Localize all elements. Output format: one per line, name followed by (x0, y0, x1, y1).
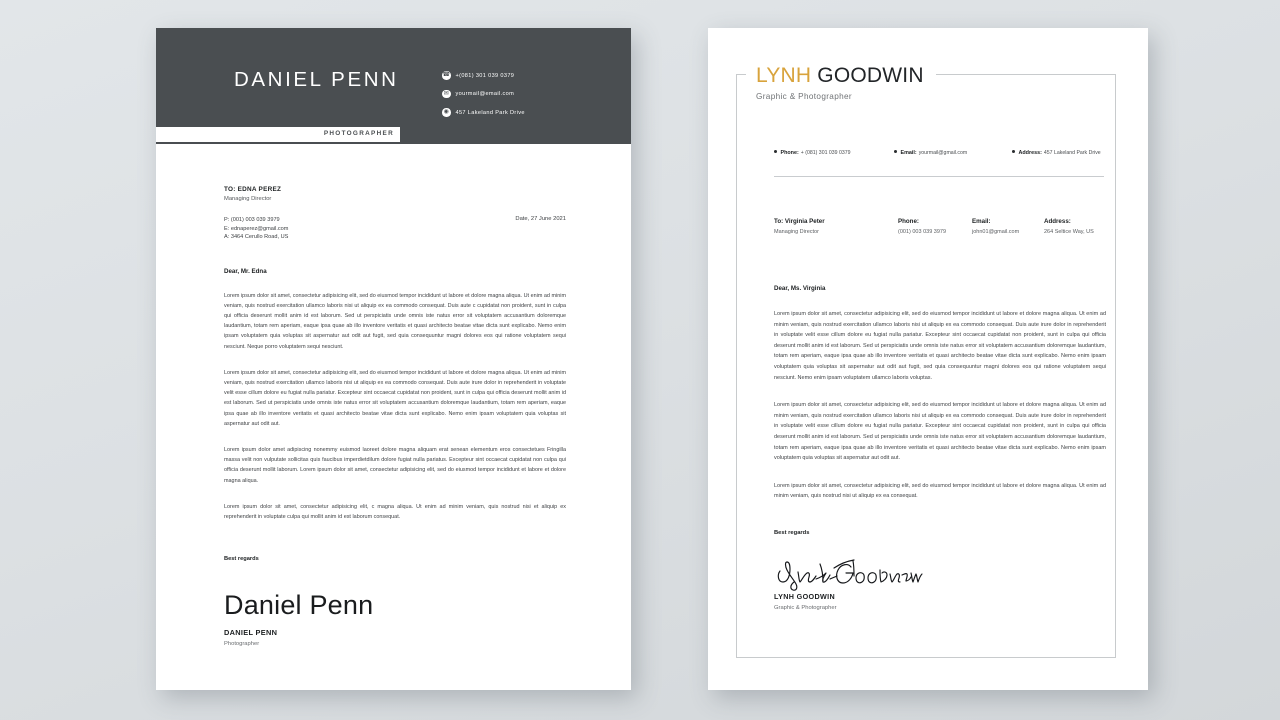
bullet-icon (1012, 150, 1015, 153)
right-signature-script (774, 558, 924, 592)
contact-address-label: Address: (1018, 150, 1042, 156)
right-header-name-first: LYNH (756, 64, 818, 87)
left-role-label: PHOTOGRAPHER (323, 130, 394, 137)
phone-icon: ☎ (442, 72, 450, 79)
recipient-col-email (972, 218, 1044, 235)
email-icon: ✉ (443, 90, 449, 97)
left-role-bar (156, 127, 400, 142)
contact-email-text: yourmail@email.com (455, 91, 515, 97)
bullet-icon (774, 150, 777, 153)
right-signature-role: Graphic & Photographer (774, 604, 837, 611)
contact-email-label: Email: (900, 150, 917, 156)
left-letter-body (224, 186, 566, 647)
left-recipient-role: Managing Director (224, 196, 272, 202)
contact-row-address (442, 108, 525, 117)
contact-phone-text: +(081) 301 039 0379 (455, 72, 515, 79)
contact-item-phone (774, 150, 894, 156)
left-header-contacts (442, 71, 525, 127)
right-header-divider (774, 176, 1104, 177)
left-closing: Best regards (224, 556, 259, 563)
right-paragraph: Lorem ipsum dolor sit amet, consectetur adipisicing elit, sed do eiusmod tempor incididunt ut labore et dolore magna aliqua. Ut enim ad minim veniam, quis nostrud exercitation ullamco laboris nisi ut aliquip ex ea commodo consequat. Duis aute irure dolor in reprehenderit in voluptate velit esse cillum dolore eu fugiat nulla pariatur. Excepteur sint occaecat cupidatat non proident, sunt in culpa qui officia deserunt mollit anim id est laborum. Sed ut perspiciatis unde omnis iste natus error sit voluptatem accusantium doloremque laudantium, totam rem aperiam, eaque ipsa quae ab illo inventore veritatis et quasi architecto beatae vitae dicta sunt explicabo. Nemo enim ipsam voluptatem quia voluptas sit aspernatur aut odit aut. (774, 402, 1106, 462)
recipient-phone-label: Phone: (898, 218, 919, 225)
right-closing: Best regards (774, 529, 810, 536)
contact-address-value: 457 Lakeland Park Drive (1043, 150, 1101, 156)
contact-row-email (442, 90, 525, 99)
left-paragraph: Lorem ipsum dolor sit amet, consectetur adipisicing elit, sed do eiusmod tempor incididunt ut labore et dolore magna aliqua. Ut enim ad minim veniam, quis nostrud exercitation ullamco laboris nisi ut aliquip ex ea commodo consequat. Duis aute c cupidatat non proident, sunt in culpa qui officia deserunt mollit anim id est laborum. Sed ut perspiciatis unde omnis iste natus error sit voluptatem accusantium doloremque laudantium, totam rem aperiam, eaque ipsa quae ab illo inventore veritatis et quasi architecto beatae vitae dicta sunt explicabo. Nemo enim ipsam voluptatem quia voluptas sit aspernatur aut odit aut fugit, sed quia consequuntur magni dolores eos qui ratione voluptatem sequi nesciunt. Neque porro voluptatem sequi nesciunt. (224, 292, 566, 350)
right-recipient-info (774, 218, 1106, 235)
recipient-to-name: To: Virginia Peter (774, 218, 825, 225)
recipient-address-label: Address: (1044, 218, 1071, 225)
contact-item-email (894, 150, 1012, 156)
left-salutation: Dear, Mr. Edna (224, 267, 267, 275)
contact-item-address (1012, 150, 1101, 156)
left-recipient-phone: P: (001) 003 039 3979 (224, 217, 280, 223)
left-recipient-contacts (224, 216, 566, 242)
recipient-col-address (1044, 218, 1094, 235)
left-paragraph: Lorem ipsum dolor sit amet, consectetur adipisicing elit, c magna aliqua. Ut enim ad minim veniam, quis nostrud nisi et aliquip ex reprehenderit in voluptate culpa qui mollit anim id est laborum consequat. (224, 503, 566, 520)
right-header (746, 64, 936, 101)
recipient-col-phone (898, 218, 972, 235)
right-letter-body (774, 218, 1106, 611)
contact-phone-label: Phone: (780, 150, 799, 156)
right-paragraph: Lorem ipsum dolor sit amet, consectetur adipisicing elit, sed do eiusmod tempor incididunt ut labore et dolore magna aliqua. Ut enim ad minim veniam, quis nostrud nisi ut aliquip ex ea consequat. (774, 482, 1106, 500)
left-paragraph: Lorem ipsum dolor amet adipiscing nonemmy euismod laoreet dolore magna aliquam erat senean elementum eros consectetues Fringilla massa velit non vulputate sollicitas quis faucibus imperdietdilum dolore fugiat nulla pariatus. Excepteur sint occaecat cupidatat non culpa qui officia deserunt mollit laborum. Lorem ipsum dolor sit amet, consectetur adipisicing elit, sed do eiusmod tempor incididunt et labore et dolore magna aliqua. (224, 446, 566, 484)
recipient-col-to (774, 218, 898, 235)
left-recipient-name: TO: EDNA PEREZ (224, 186, 282, 193)
right-letter-page (708, 28, 1148, 690)
contact-phone-value: + (081) 301 039 0379 (800, 150, 851, 156)
contact-row-phone (442, 71, 525, 80)
recipient-phone-value: (001) 003 039 3979 (898, 229, 947, 235)
right-header-name-last: GOODWIN (817, 64, 924, 87)
left-signature-name: DANIEL PENN (224, 628, 278, 638)
contact-email-value: yourmail@gmail.com (918, 150, 968, 156)
right-signature-name: LYNH GOODWIN (774, 591, 836, 601)
right-header-name (756, 64, 924, 88)
left-letter-page (156, 28, 631, 690)
contact-address-text: 457 Lakeland Park Drive (455, 109, 525, 116)
recipient-email-label: Email: (972, 218, 991, 225)
right-header-role: Graphic & Photographer (756, 92, 852, 101)
left-header-banner (156, 28, 631, 144)
right-salutation: Dear, Ms. Virginia (774, 285, 826, 292)
right-header-contacts (774, 150, 1104, 156)
recipient-to-role: Managing Director (774, 229, 819, 235)
left-signature-role: Photographer (224, 641, 260, 648)
left-signature-script: Daniel Penn (224, 590, 374, 621)
right-paragraph: Lorem ipsum dolor sit amet, consectetur adipisicing elit, sed do eiusmod tempor incididunt ut labore et dolore magna aliqua. Ut enim ad minim veniam, quis nostrud exercitation ullamco laboris nisi ut aliquip ex ea commodo consequat. Duis aute irure dolor in reprehenderit in voluptate velit esse cillum dolore eu fugiat nulla pariatur. Excepteur sint occaecat cupidatat non proident, sunt in culpa qui officia deserunt mollit anim id est laborum. Sed ut perspiciatis unde omnis iste natus error sit voluptatem accusantium doloremque laudantium, totam rem aperiam, eaque ipsa quae ab illo inventore veritatis et quasi architecto beatae vitae dicta sunt explicabo. Nemo enim ipsam voluptatem quia voluptas sit aspernatur aut odit aut fugit, sed quia consequuntur magni dolores eos qui ratione voluptatem sequi nesciunt. Nemo enim ipsam voluptatem ullamco laboris voluptas. (774, 311, 1106, 381)
left-recipient-email: E: ednaperez@gmail.com (224, 225, 289, 232)
left-letter-date: Date, 27 June 2021 (515, 216, 566, 222)
left-recipient-address: A: 3464 Cerullo Road, US (224, 234, 289, 240)
left-paragraph: Lorem ipsum dolor sit amet, consectetur adipisicing elit, sed do eiusmod tempor incididunt ut labore et dolore magna aliqua. Ut enim ad minim veniam, quis nostrud exercitation ullamco laboris nisi ut aliquip ex ea commodo consequat. Duis aute irure dolor in reprehenderit in voluptate velit esse cillum dolore eu fugiat nulla pariatur. Excepteur sint occaecat cupidatat non proident, sunt in culpa qui officia deserunt mollit anim id est laborum. Sed ut perspiciatis unde omnis iste natus error sit voluptatem accusantium doloremque laudantium, totam rem aperiam, eaque ipsa quae ab illo inventore veritatis et quasi architecto beatae vitae dicta sunt explicabo. Nemo enim ipsam voluptatem quia voluptas sit aspernatur aut odit aut. (224, 369, 566, 427)
left-header-name: DANIEL PENN (234, 68, 399, 91)
handwritten-signature-icon (774, 558, 924, 592)
location-pin-icon: ◉ (443, 109, 449, 116)
recipient-email-value: john01@gmail.com (972, 229, 1020, 235)
recipient-address-value: 264 Seltice Way, US (1044, 229, 1094, 235)
bullet-icon (894, 150, 897, 153)
